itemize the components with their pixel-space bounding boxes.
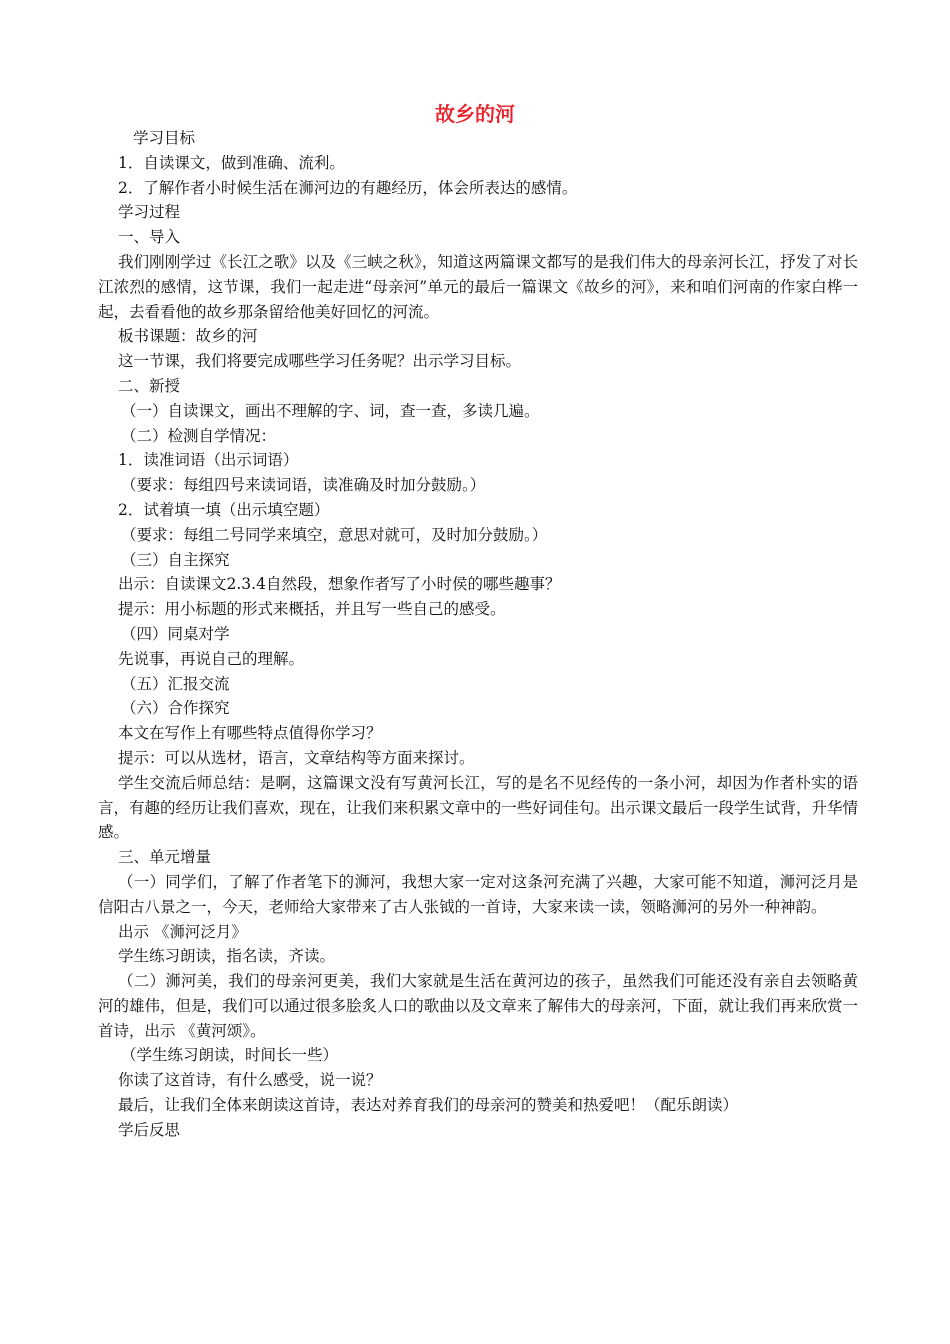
document-body <box>98 126 858 1143</box>
paragraph-line: 出示 《浉河泛月》 <box>118 922 247 941</box>
paragraph-line: 1．自读课文，做到准确、流利。 <box>118 153 345 172</box>
paragraph-line: 二、新授 <box>118 376 181 395</box>
paragraph-line: （一）自读课文，画出不理解的字、词，查一查，多读几遍。 <box>121 401 540 420</box>
paragraph-line: 这一节课，我们将要完成哪些学习任务呢？出示学习目标。 <box>118 352 522 371</box>
paragraph-line: （学生练习朗读，时间长一些） <box>121 1046 339 1065</box>
paragraph-line: 学习过程 <box>118 203 181 222</box>
paragraph-line: （三）自主探究 <box>121 550 230 569</box>
paragraph-line: （一）同学们，了解了作者笔下的浉河，我想大家一定对这条河充满了兴趣，大家可能不知道，浉河泛月是信阳古八景之一，今天，老师给大家带来了古人张钺的一首诗，大家来读一读，领略浉河的另外一种神韵。 <box>98 872 858 916</box>
paragraph-line: 三、单元增量 <box>118 848 212 867</box>
paragraph-line: 出示：自读课文2.3.4自然段，想象作者写了小时侯的哪些趣事？ <box>118 575 561 594</box>
paragraph-line: （要求：每组四号来读词语，读准确及时加分鼓励。） <box>121 476 486 495</box>
paragraph-line: （六）合作探究 <box>121 699 230 718</box>
document-title: 故乡的河 <box>435 102 515 126</box>
paragraph-line: 提示：可以从选材，语言，文章结构等方面来探讨。 <box>118 748 475 767</box>
paragraph-line: 1．读准词语（出示词语） <box>118 451 299 470</box>
paragraph-line: 最后，让我们全体来朗读这首诗，表达对养育我们的母亲河的赞美和热爱吧！（配乐朗读） <box>118 1096 739 1115</box>
paragraph-line: 学习目标 <box>133 129 196 147</box>
paragraph-line: 2．试着填一填（出示填空题） <box>118 500 330 519</box>
paragraph-line: 你读了这首诗，有什么感受，说一说？ <box>118 1071 382 1090</box>
paragraph-line: （四）同桌对学 <box>121 624 230 643</box>
paragraph-line: 先说事，再说自己的理解。 <box>118 649 305 668</box>
paragraph-line: 2．了解作者小时候生活在浉河边的有趣经历，体会所表达的感情。 <box>118 178 578 197</box>
paragraph-line: 提示：用小标题的形式来概括，并且写一些自己的感受。 <box>118 600 506 619</box>
paragraph-line: （五）汇报交流 <box>121 674 230 693</box>
paragraph-line: 板书课题：故乡的河 <box>118 327 258 346</box>
paragraph-line: 学后反思 <box>118 1120 181 1139</box>
paragraph-line: （二）浉河美，我们的母亲河更美，我们大家就是生活在黄河边的孩子，虽然我们可能还没有亲自去领略黄河的雄伟，但是，我们可以通过很多脍炙人口的歌曲以及文章来了解伟大的母亲河，下面，就让我们再来欣赏一首诗，出示 《黄河颂》。 <box>98 972 858 1040</box>
paragraph-line: 我们刚刚学过《长江之歌》以及《三峡之秋》，知道这两篇课文都写的是我们伟大的母亲河长江，抒发了对长江浓烈的感情，这节课，我们一起走进“母亲河”单元的最后一篇课文《故乡的河》，来和咱们河南的作家白桦一起，去看看他的故乡那条留给他美好回忆的河流。 <box>98 252 858 321</box>
paragraph-line: 学生练习朗读，指名读，齐读。 <box>118 947 336 966</box>
paragraph-line: 一、导入 <box>118 228 181 247</box>
paragraph-line: 本文在写作上有哪些特点值得你学习？ <box>118 724 382 743</box>
paragraph-line: （二）检测自学情况： <box>121 426 277 445</box>
paragraph-line: （要求：每组二号同学来填空，意思对就可，及时加分鼓励。） <box>121 525 548 544</box>
paragraph-line: 学生交流后师总结：是啊，这篇课文没有写黄河长江，写的是名不见经传的一条小河，却因为作者朴实的语言，有趣的经历让我们喜欢，现在，让我们来积累文章中的一些好词佳句。出示课文最后一段学生试背，升华情感。 <box>98 773 858 842</box>
